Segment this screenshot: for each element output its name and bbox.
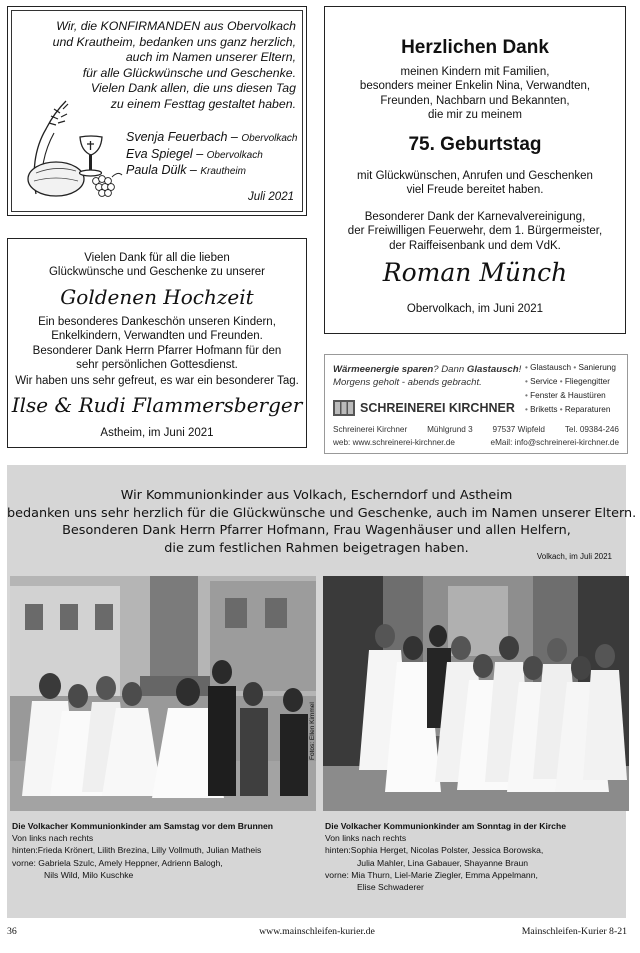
group-photo-church-image <box>323 576 629 811</box>
birthday-age: 75. Geburtstag <box>408 134 542 155</box>
confirmand-name: Paula Dülk – Krautheim <box>126 163 246 178</box>
carpentry-advertisement <box>324 354 628 454</box>
ad-slogan: Wärmeenergie sparen? Dann Glastausch! Morgens geholt - abends gebracht. <box>333 364 522 388</box>
communion-thanks-block <box>7 465 637 918</box>
ad-services-list: • Glastausch • Sanierung • Service • Fliegengitter • Fenster & Haustüren • Briketts • Reparaturen <box>525 363 616 414</box>
group-photo-fountain-image <box>10 576 316 811</box>
confirmation-thanks-notice <box>7 6 307 216</box>
wedding-signature: Ilse & Rudi Flammersberger <box>11 393 303 417</box>
birthday-place-date: Obervolkach, im Juni 2021 <box>406 303 544 315</box>
communion-date: Volkach, im Juli 2021 <box>536 552 612 561</box>
confirmation-date: Juli 2021 <box>247 191 294 203</box>
footer-website-link[interactable]: www.mainschleifen-kurier.de <box>259 926 375 937</box>
birthday-thanks-notice <box>324 6 626 334</box>
caption-sunday: Die Volkacher Kommunionkinder am Sonntag in der Kirche Von links nach rechts hinten:Sophia Herget, Nicolas Polster, Jessica Borowska, Julia Mahler, Lina Gabauer, Shayanne Braun vorne: Mia Thurn, Liel-Marie Ziegler, Emma Appelmann, Elise Schwaderer <box>325 821 566 893</box>
birthday-para-1: meinen Kindern mit Familien, besonders meiner Enkelin Nina, Verwandten, Freunden, Nachbarn und Bekannten, die mir zu meinem <box>359 66 591 122</box>
confirmand-name: Eva Spiegel – Obervolkach <box>126 146 263 161</box>
ad-address: Schreinerei Kirchner Mühlgrund 3 97537 Wipfeld Tel. 09384-246 web: www.schreinerei-kirchner.de eMail: info@schreinerei-kirchner.de <box>333 425 619 447</box>
confirmand-names <box>126 130 298 180</box>
birthday-signature: Roman Münch <box>382 258 568 287</box>
confirmation-text: Wir, die KONFIRMANDEN aus Obervolkach und Krautheim, bedanken uns ganz herzlich, auch im Namen unserer Eltern, für alle Glückwünsche und Geschenke. Vielen Dank allen, die uns diesen Tag zu einem Festtag gestaltet haben. <box>52 19 296 111</box>
birthday-para-2: mit Glückwünschen, Anrufen und Geschenken viel Freude bereitet haben. <box>357 170 593 197</box>
ad-website: web: www.schreinerei-kirchner.de <box>333 438 455 447</box>
issue-label: Mainschleifen-Kurier 8-21 <box>521 926 627 937</box>
page-number: 36 <box>7 926 17 937</box>
photo-credit: Fotos: Ellen Kimmel <box>309 702 316 760</box>
company-name: SCHREINEREI KIRCHNER <box>360 401 515 415</box>
wedding-para-2: Ein besonderes Dankeschön unseren Kindern, Enkelkindern, Verwandten und Freunden. Besonderer Dank Herrn Pfarrer Hofmann für den sehr persönlichen Gottesdienst. <box>32 316 282 372</box>
wedding-para-3: Wir haben uns sehr gefreut, es war ein besonderer Tag. <box>15 375 299 387</box>
photo-saturday-fountain <box>10 576 316 811</box>
company-logo-icon <box>333 400 355 416</box>
bread-chalice-grapes-icon <box>22 99 124 199</box>
birthday-title: Herzlichen Dank <box>401 37 549 58</box>
communion-text: Wir Kommunionkinder aus Volkach, Escherndorf und Astheim bedanken uns sehr herzlich für die Glückwünsche und Geschenke, auch im Namen unserer Eltern. Besonderen Dank Herrn Pfarrer Hofmann, Frau Wagenhäuser und allen Helfern, die zum festlichen Rahmen beigetragen haben. <box>7 488 637 556</box>
wedding-para-1: Vielen Dank für all die lieben Glückwünsche und Geschenke zu unserer <box>48 252 266 279</box>
photo-sunday-church <box>323 576 629 811</box>
wedding-title: Goldenen Hochzeit <box>60 285 254 309</box>
caption-saturday: Die Volkacher Kommunionkinder am Samstag vor dem Brunnen Von links nach rechts hinten:Frieda Krönert, Lilith Brezina, Lilly Vollmuth, Julian Matheis vorne: Gabriela Szulc, Amely Heppner, Adrienn Balogh, Nils Wild, Milo Kuschke <box>12 821 274 880</box>
golden-wedding-thanks-notice <box>7 238 307 448</box>
birthday-para-3: Besonderer Dank der Karnevalvereinigung, der Freiwilligen Feuerwehr, dem 1. Bürgermeister, der Raiffeisenbank und dem VdK. <box>347 211 603 252</box>
ad-email: eMail: info@schreinerei-kirchner.de <box>490 438 619 447</box>
wedding-place-date: Astheim, im Juni 2021 <box>100 427 214 439</box>
confirmand-name: Svenja Feuerbach – Obervolkach <box>126 130 298 144</box>
